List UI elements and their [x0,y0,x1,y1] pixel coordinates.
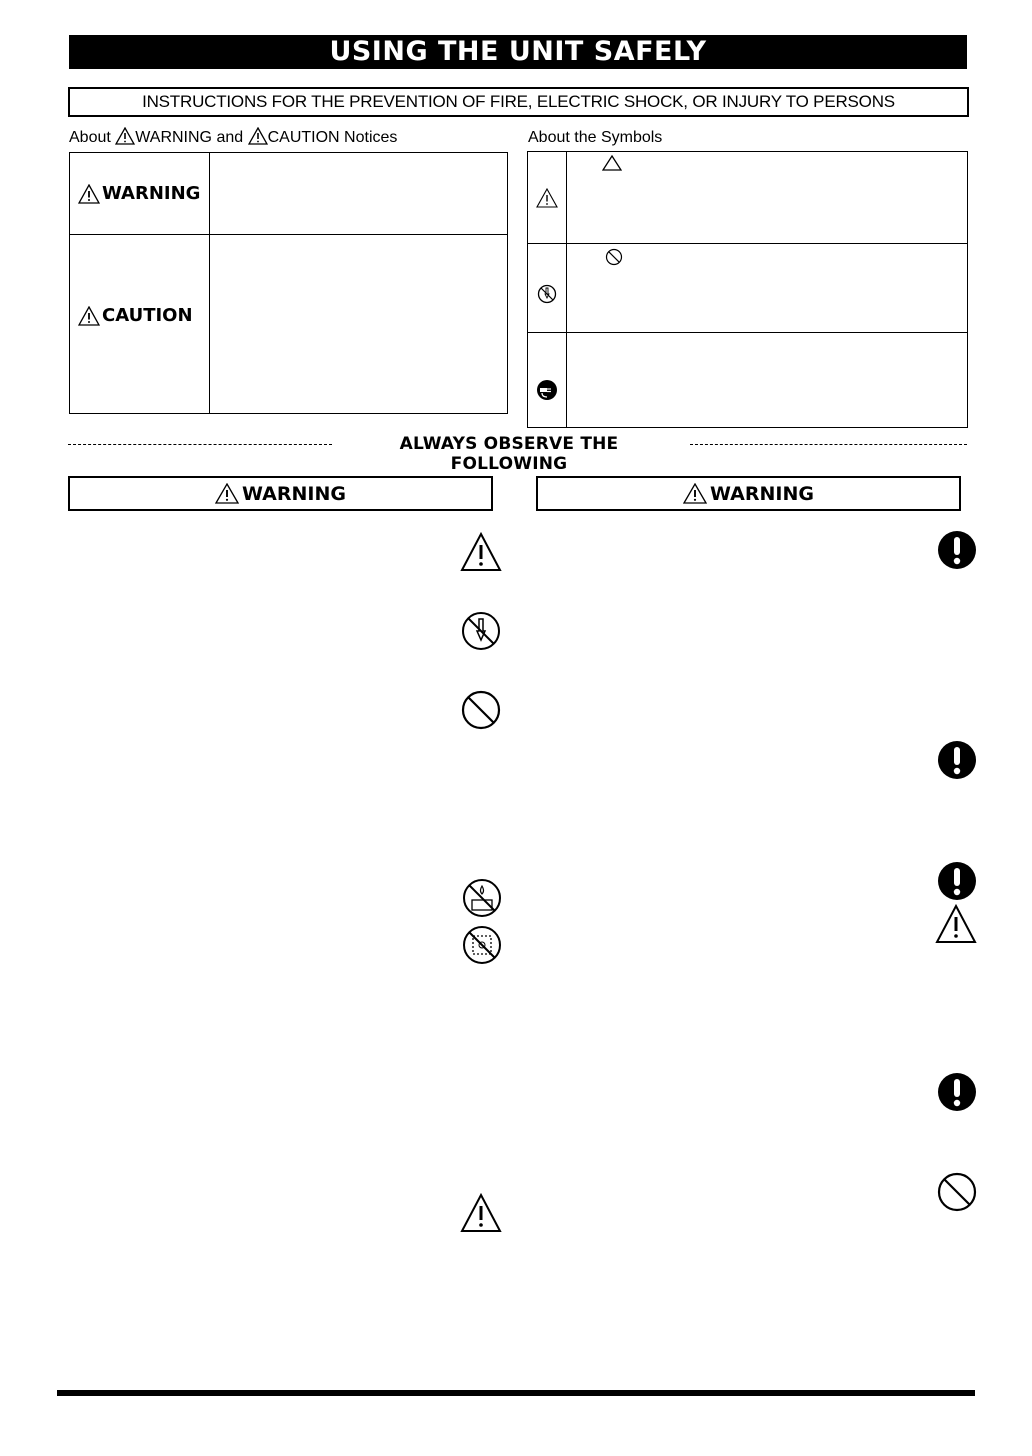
dashed-rule [68,444,332,445]
right-warning-label: WARNING [710,482,814,505]
caution-triangle-icon [215,483,239,504]
symbols-table [527,151,968,428]
caution-triangle-icon [78,306,100,326]
caution-triangle-icon [248,127,268,145]
notices-table [69,152,508,414]
prohibited-symbol-icon [605,248,623,266]
mandatory-icon [937,740,977,780]
warning-label-text: WARNING [102,183,201,204]
notices-heading [69,127,397,148]
left-warning-label: WARNING [242,482,346,505]
caution-triangle-icon [115,127,135,145]
notices-heading-part1: About [69,129,111,146]
warning-notice-label [78,183,200,204]
left-warning-header [68,476,493,511]
symbols-heading: About the Symbols [528,129,663,146]
caution-triangle-icon [935,904,977,944]
bottom-rule [57,1390,975,1396]
prohibited-icon [461,690,501,730]
table-divider [566,152,567,427]
do-not-disassemble-icon [537,284,557,304]
table-divider [209,153,210,413]
table-row-divider [528,243,967,244]
caution-triangle-icon [460,1193,502,1233]
dashed-rule [690,444,967,445]
do-not-disassemble-icon [461,611,501,651]
caution-triangle-icon [460,532,502,572]
caution-notice-label [78,305,193,326]
table-row-divider [528,332,967,333]
unplug-icon [536,379,558,401]
caution-triangle-icon [78,184,100,204]
triangle-symbol-icon [602,155,622,171]
caution-triangle-icon [683,483,707,504]
caution-label-text: CAUTION [102,305,193,326]
mandatory-icon [937,530,977,570]
no-humidity-icon [462,925,502,965]
caution-triangle-icon [536,188,558,208]
observe-heading: ALWAYS OBSERVE THE FOLLOWING [399,434,619,474]
no-water-icon [462,878,502,918]
mandatory-icon [937,1072,977,1112]
notices-heading-part3: CAUTION Notices [267,129,398,146]
notices-heading-part2: WARNING and [135,129,244,146]
page-title: USING THE UNIT SAFELY [69,35,967,69]
page-subtitle: INSTRUCTIONS FOR THE PREVENTION OF FIRE, ELECTRIC SHOCK, OR INJURY TO PERSONS [68,87,969,117]
mandatory-icon [937,861,977,901]
prohibited-icon [937,1172,977,1212]
right-warning-header [536,476,961,511]
